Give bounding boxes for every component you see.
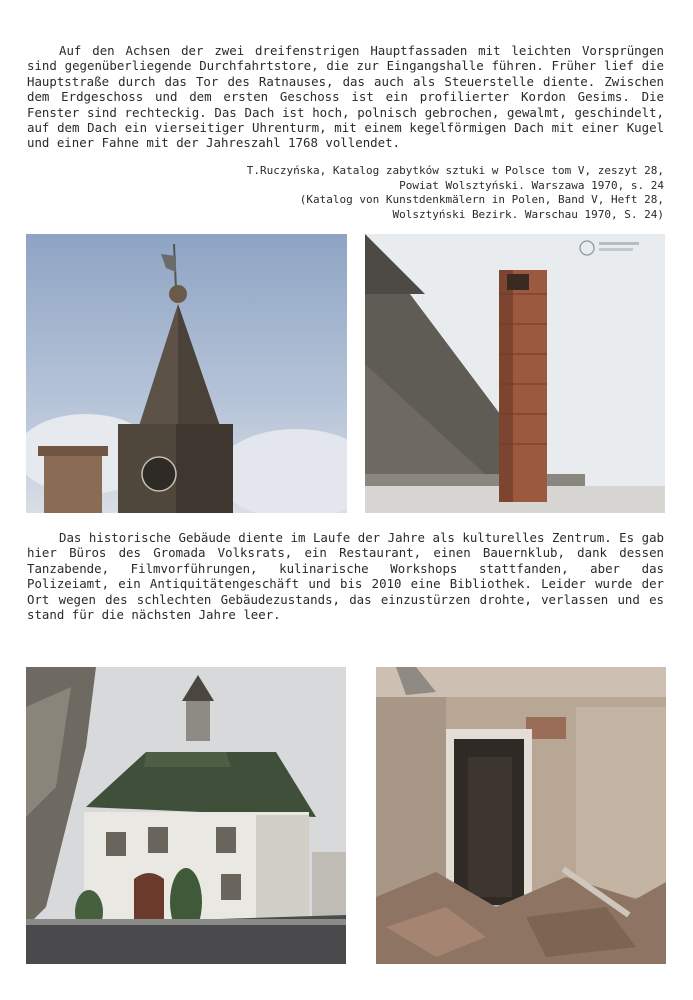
history-paragraph: Das historische Gebäude diente im Laufe der Jahre als kulturelles Zentrum. Es gab hier Büros des Gromada Volksrats, ein Restaurant, einen Bauernklub, dank dessen Tanzabende, Filmvorführungen, kulinarische Workshops stattfanden, aber das Polizeiamt, ein Antiquitätengeschäft und bis 2010 eine Bibliothek. Leider wurde der Ort wegen des schlechten Gebäudezustands, das einzustürzen drohte, verlassen und es stand für die nächsten Jahre leer.: [27, 530, 664, 623]
citation-line: Wolsztyński Bezirk. Warschau 1970, S. 24): [392, 207, 664, 221]
town-hall-building-photo: [26, 667, 346, 964]
ruined-interior-photo: [376, 667, 666, 964]
citation-line: (Katalog von Kunstdenkmälern in Polen, Band V, Heft 28,: [299, 193, 664, 206]
citation-line: T.Ruczyńska, Katalog zabytków sztuki w Polsce tom V, zeszyt 28,: [246, 164, 664, 177]
citation: [240, 164, 664, 222]
intro-paragraph: Auf den Achsen der zwei dreifenstrigen Hauptfassaden mit leichten Vorsprüngen sind gegenüberliegende Durchfahrtstore, die zur Eingangshalle führen. Früher lief die Hauptstraße durch das Tor des Ratnauses, das auch als Steuerstelle diente. Zwischen dem Erdgeschoss und dem ersten Geschoss ist ein profilierter Kordon Gesims. Die Fenster sind rechteckig. Das Dach ist hoch, polnisch gebrochen, gewalmt, geschindelt, auf dem Dach ein vierseitiger Uhrenturm, mit einem kegelförmigen Dach mit einer Kugel und einer Fahne mit der Jahreszahl 1768 vollendet.: [27, 43, 664, 151]
citation-line: Powiat Wolsztyński. Warszawa 1970, s. 24: [399, 178, 664, 192]
clock-tower-photo: [26, 234, 347, 513]
roof-chimney-photo: [365, 234, 665, 513]
